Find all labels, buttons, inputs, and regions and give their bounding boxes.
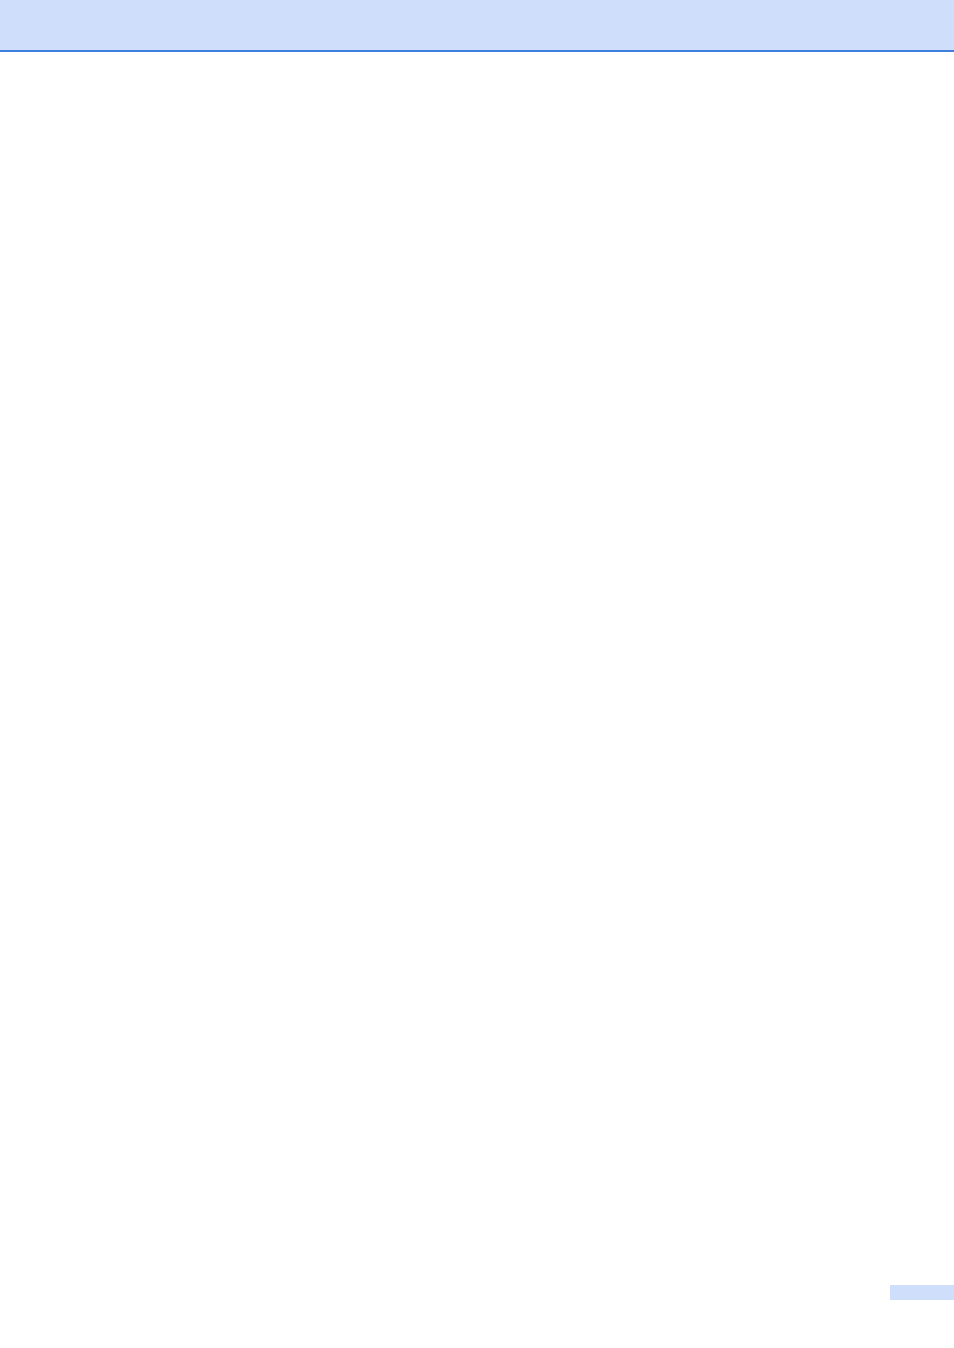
footer-tab	[890, 1285, 954, 1300]
header-band	[0, 0, 954, 52]
toc-content	[95, 88, 880, 166]
